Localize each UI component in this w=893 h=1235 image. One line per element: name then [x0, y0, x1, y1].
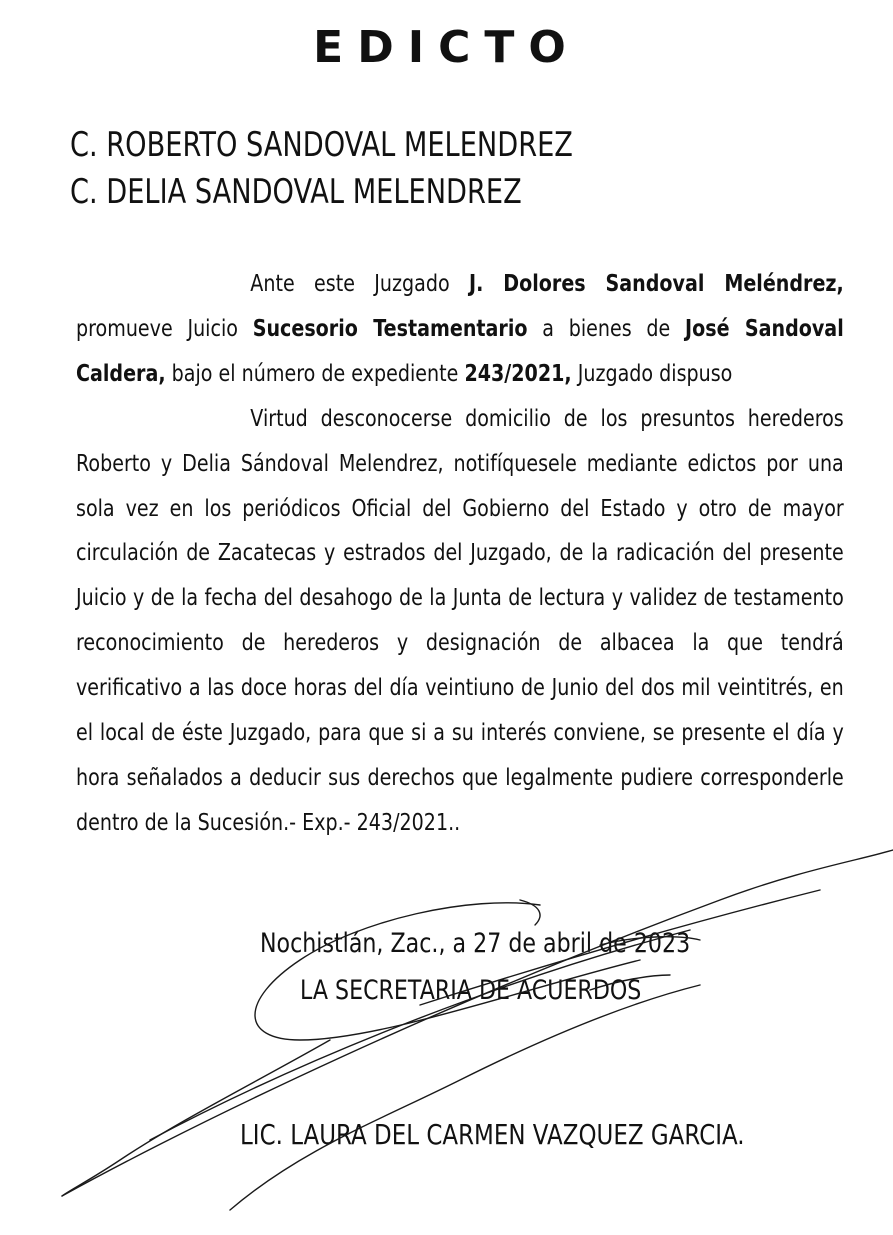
intro-text-5: Juzgado dispuso: [571, 360, 733, 387]
paragraph-intro: [76, 262, 844, 397]
edict-body: [76, 262, 844, 846]
place-date: Nochistlán, Zac., a 27 de abril de 2023: [260, 928, 691, 959]
intro-text-2: promueve Juicio: [76, 315, 253, 342]
intro-text-1: Ante este Juzgado: [250, 271, 470, 297]
promovente-name: J. Dolores Sandoval Meléndrez,: [469, 271, 844, 297]
paragraph-main: Virtud desconocerse domicilio de los presuntos herederos Roberto y Delia Sándoval Melendrez, notifíquesele mediante edictos por una sola vez en los periódicos Oficial del Gobierno del Estado y otro de mayor circulación de Zacatecas y estrados del Juzgado, de la radicación del presente Juicio y de la fecha del desahogo de la Junta de lectura y validez de testamento reconocimiento de herederos y designación de albacea la que tendrá verificativo a las doce horas del día veintiuno de Junio del dos mil veintitrés, en el local de éste Juzgado, para que si a su interés conviene, se presente el día y hora señalados a deducir sus derechos que legalmente pudiere corresponderle dentro de la Sucesión.- Exp.- 243/2021..: [76, 405, 844, 836]
expediente-number: 243/2021,: [464, 360, 572, 387]
addressee-roberto: C. ROBERTO SANDOVAL MELENDREZ: [70, 125, 573, 165]
document-title: EDICTO: [313, 22, 580, 73]
de-cujus-name: José Sandoval Caldera,: [76, 315, 844, 387]
secretary-role: LA SECRETARIA DE ACUERDOS: [300, 975, 642, 1006]
secretary-name: LIC. LAURA DEL CARMEN VAZQUEZ GARCIA.: [240, 1118, 745, 1151]
intro-text-3: a bienes de: [527, 315, 686, 342]
addressee-delia: C. DELIA SANDOVAL MELENDREZ: [70, 172, 522, 212]
tipo-juicio: Sucesorio Testamentario: [252, 315, 528, 342]
intro-text-4: bajo el número de expediente: [165, 360, 465, 387]
